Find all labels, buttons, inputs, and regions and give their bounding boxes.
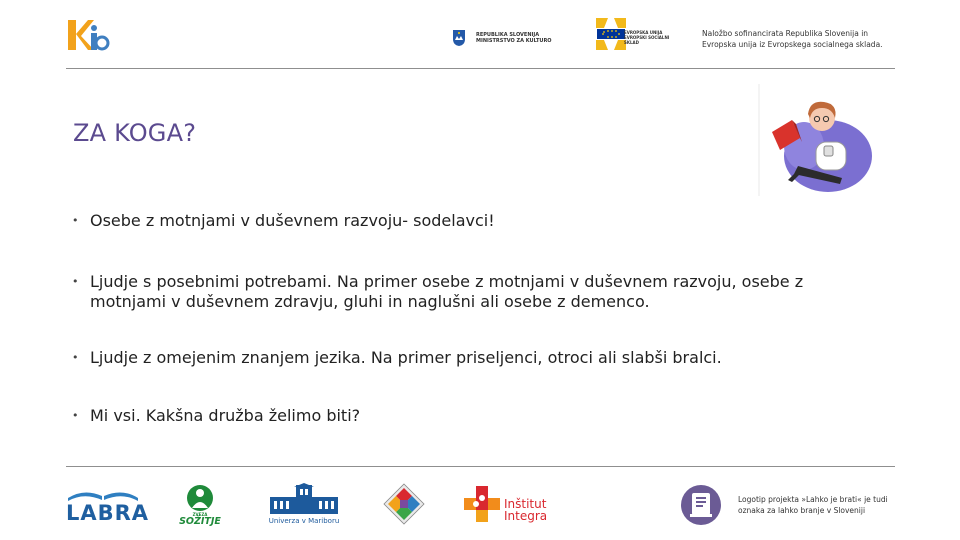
labra-logo-text: LABRA (66, 501, 150, 525)
list-item (72, 272, 872, 312)
sozitje-emblem-icon (186, 484, 214, 512)
kisa-logo-graphic (64, 16, 110, 56)
university-building-icon (266, 483, 342, 515)
eu-flag-icon (594, 16, 628, 52)
header-divider (66, 68, 895, 69)
sozitje-logo (174, 484, 226, 528)
page-title: ZA KOGA? (73, 119, 197, 147)
puzzle-pieces-icon (462, 484, 504, 526)
logo-note: Logotip projekta »Lahko je brati« je tudi oznaka za lahko branje v Sloveniji (738, 495, 888, 515)
easy-read-logo (680, 484, 722, 526)
list-item-text: Ljudje s posebnimi potrebami. Na primer osebe z motnjami v duševnem razvoju, osebe z motnjami v duševnem zdravju, gluhi in naglušni ali osebe z demenco. (90, 272, 804, 311)
slovenia-coat-of-arms-icon (452, 29, 466, 47)
list-item (72, 348, 872, 368)
eu-logo-text: EVROPSKA UNIJA EVROPSKI SOCIALNI SKLAD (624, 30, 670, 45)
open-book-icon (64, 484, 142, 502)
bullet-marker: • (72, 214, 79, 227)
reading-person-illustration (758, 84, 876, 196)
integra-logo-line2: Integra (504, 509, 548, 523)
ministry-logo-text: REPUBLIKA SLOVENIJA MINISTRSTVO ZA KULTURO (476, 32, 552, 44)
bullet-marker: • (72, 275, 79, 288)
bullet-marker: • (72, 351, 79, 364)
easy-read-book-icon (680, 484, 722, 526)
sozitje-logo-top: ZVEZA (192, 512, 208, 517)
university-logo-text: Univerza v Mariboru (268, 517, 340, 525)
list-item (72, 211, 872, 231)
list-item-text: Ljudje z omejenim znanjem jezika. Na primer priseljenci, otroci ali slabši bralci. (90, 348, 722, 367)
cofinancing-notice: Naložbo sofinancirata Republika Slovenija in Evropska unija iz Evropskega socialnega sklada. (702, 29, 883, 49)
sozitje-logo-text: SOŽITJE (179, 516, 221, 527)
labra-logo (64, 484, 150, 526)
integra-logo-line1: Inštitut (504, 497, 547, 511)
kisa-logo (64, 16, 110, 56)
university-maribor-logo (266, 483, 342, 529)
reader-on-beanbag-icon (758, 84, 876, 196)
puzzle-diamond-logo (382, 482, 426, 526)
list-item (72, 406, 872, 426)
bullet-marker: • (72, 409, 79, 422)
footer-divider (66, 466, 895, 467)
ministry-logo (452, 28, 564, 48)
institut-integra-logo (462, 484, 558, 526)
colored-diamond-icon (382, 482, 426, 526)
list-item-text: Mi vsi. Kakšna družba želimo biti? (90, 406, 361, 425)
list-item-text: Osebe z motnjami v duševnem razvoju- sodelavci! (90, 211, 495, 230)
eu-logo (594, 16, 690, 54)
